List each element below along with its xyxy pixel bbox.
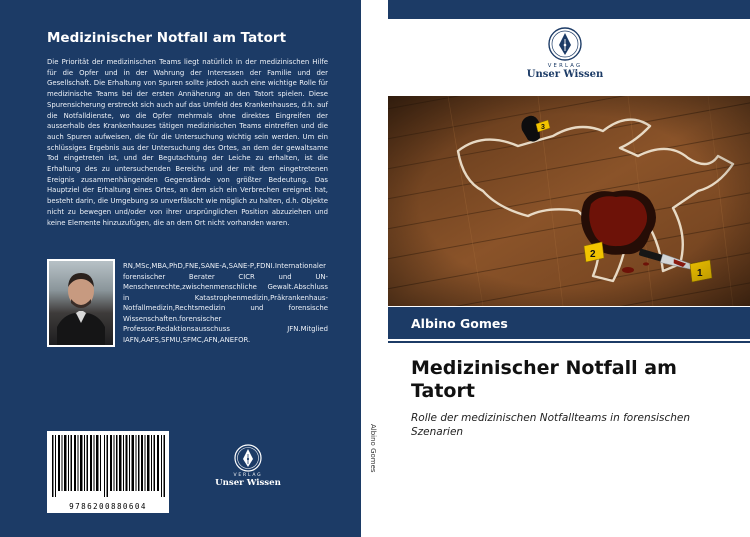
isbn-number: 9786200880604 bbox=[69, 502, 147, 511]
publisher-name: Unser Wissen bbox=[526, 69, 604, 80]
back-cover-blurb: Die Priorität der medizinischen Teams liegt natürlich in der medizinischen Hilfe für die Opfer und in der Wahrung der Interessen der Familie und der Gesellschaft. Die Erhaltung von Spuren sollte jedoch auch eine wichtige Rolle für medizinische Teams bei der ersten Annäherung an den Tatort spielen. Diese Spurensicherung erstreckt sich auch auf das Umfeld des Krankenhauses, d.h. auf die Notfalldienste, wo die Opfer mehrmals ohne direktes Eingreifen der ausserhalb des Krankenhauses tätigen medizinischen Teams eintreffen und die auch Spuren aufweisen, die für die Untersuchung wichtig sein werden. Um ein schlüssiges Ergebnis aus der Untersuchung des Ortes, an dem der gewaltsame Tod eingetreten ist, und der Begutachtung der Leiche zu erhalten, ist die Erhaltung des zu untersuchenden Bereichs und der mit dem eingetretenen Ereignis zusammenhängenden Gegenstände von größter Bedeutung. Das Hauptziel der Erhaltung eines Ortes, an dem sich ein Verbrechen ereignet hat, besteht darin, die Umgebung so unverfälscht wie möglich zu halten, d.h. Objekte nicht zu bewegen und/oder von ihrer ursprünglichen Position abzuziehen und keine Elemente hinzuzufügen, die an dem Ort nicht vorhanden waren. bbox=[47, 58, 328, 227]
book-subtitle: Rolle der medizinischen Notfallteams in forensischen Szenarien bbox=[411, 412, 691, 438]
fountain-pen-logo-icon bbox=[548, 27, 582, 61]
fountain-pen-logo-icon bbox=[234, 444, 262, 472]
back-cover-title: Medizinischer Notfall am Tatort bbox=[47, 30, 287, 46]
publisher-verlag-label: VERLAG bbox=[233, 473, 263, 478]
spine-author: Albino Gomes bbox=[369, 424, 377, 473]
crime-scene-image bbox=[388, 96, 750, 306]
book-title: Medizinischer Notfall am Tatort bbox=[411, 357, 677, 402]
author-bio: RN,MSc,MBA,PhD,FNE,SANE-A,SANE-P,FDNI.Internationaler forensischer Berater CICR und UN-Menschenrechte,zwischenmenschliche Gewalt.Abschluss in Katastrophenmedizin,Präkrankenhaus-Notfallmedizin,Rechtsmedizin und forensische Wissenschaften.forensischer Professor.Redaktionsausschuss JFN.Mitglied IAFN,AAFS,SFMU,SFMC,AFN,ANEFOR. bbox=[123, 262, 328, 344]
front-author-name: Albino Gomes bbox=[411, 316, 508, 331]
author-photo bbox=[47, 259, 115, 347]
publisher-verlag-label: VERLAG bbox=[547, 63, 583, 69]
publisher-logo-back bbox=[212, 444, 284, 488]
divider bbox=[388, 341, 750, 343]
publisher-logo-front bbox=[520, 27, 610, 80]
top-band bbox=[388, 0, 750, 19]
isbn-barcode bbox=[47, 431, 169, 513]
publisher-name: Unser Wissen bbox=[215, 478, 281, 488]
